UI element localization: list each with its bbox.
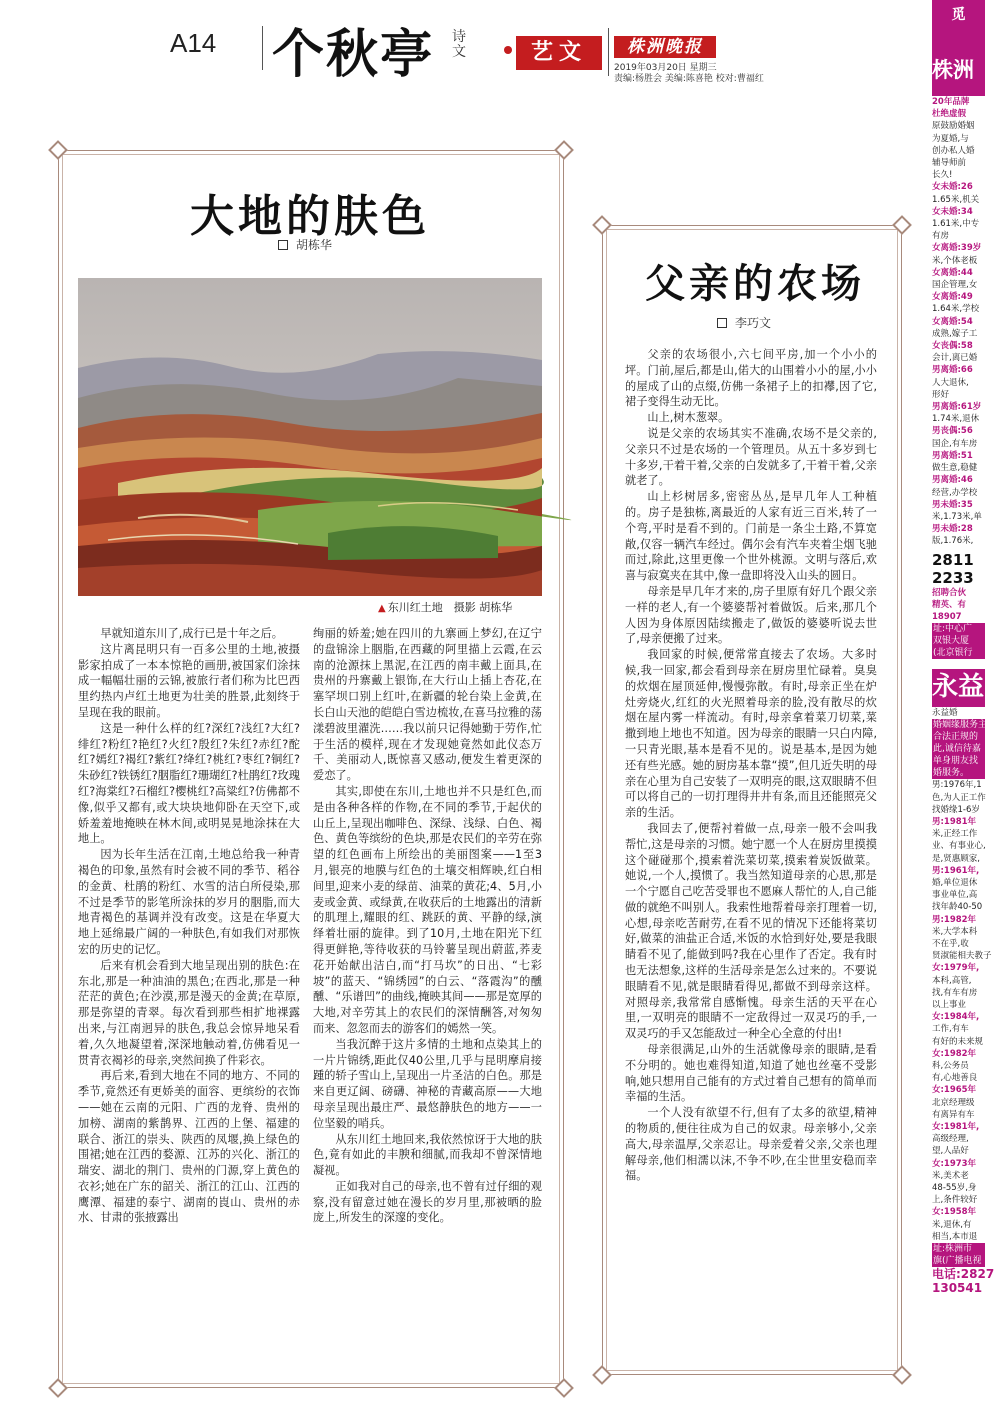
article2-paragraph: 母亲很满足,山外的生活就像母亲的眼睛,是看不分明的。她也难得知道,知道了她也丝毫不受影响,她只想用自己能有的方式过着自己想有的简单而幸福的生活。 [625,1043,877,1104]
paper-logo: 株洲晚报 [614,36,716,58]
article1-paragraph: 这是一种什么样的红?深红?浅红?大红?绯红?粉红?艳红?火红?殷红?朱红?赤红?酡红?嫣红?褐红?紫红?绛红?桃红?枣红?铜红?朱砂红?铁锈红?胭脂红?珊瑚红?杜鹃红?玫瑰红?海棠红?石榴红?樱桃红?高粱红?仿佛都不像,似乎又都有,或大块块地仰卧在天空下,或娇羞羞地掩映在林木间,或明晃晃地涂抹在大地上。 [78,721,300,846]
ad-line: 高级经理, [932,1134,969,1145]
ad-line: 合法正规的 [932,731,985,743]
photo-caption [378,599,512,615]
article2-paragraph: 母亲是早几年才来的,房子里原有好几个跟父亲一样的老人,有一个婆婆帮衬着做饭。后来,那几个人因为身体原因陆续搬走了,做饭的婆婆听说去世了,母亲便搬了过来。 [625,584,877,646]
article1-paragraph: 从东川红土地回来,我依然惊讶于大地的肤色,竟有如此的丰腴和细腻,而我却不曾深情地凝视。 [313,1132,542,1178]
ad-line: 女:1981年, [932,1122,980,1133]
ad-line: 有离异有车 [932,1109,975,1120]
ad-line: 男:1961年, [932,865,980,876]
ad-line: 女离婚:49 [932,292,973,303]
ad-line: 女离婚:39岁 [932,243,982,254]
ad-line: 工作,有车 [932,1024,969,1035]
ad-line: 男未婚:28 [932,524,973,535]
ad-line: 版,1.76米, [932,536,974,547]
red-dot [504,46,512,54]
article2-paragraph: 父亲的农场很小,六七间平房,加一个小小的坪。门前,屋后,都是山,偌大的山围着小小的屋,小小的屋成了山的点缀,仿佛一条裙子上的扣襻,因了它,裙子变得生动无比。 [625,348,877,409]
article1-paragraph-continued: 绚丽的娇羞;她在四川的九寨画上梦幻,在辽宁的盘锦涂上胭脂,在西藏的阿里描上云霞,在云南的沧源抹上黑泥,在江西的南丰戴上面具,在贵州的丹寨戴上银饰,在大行山上插上杏花,在塞罕坝口别上红叶,在新疆的轮台染上金黄,在长白山天池的皑皑白雪边梳妆,在喜马拉雅的荡漾碧波里濯洗……我以前只记得她勤于劳作,忙于生活的模样,现在才发现她竟然如此仪态万千、美丽动人,既惊喜又感动,便发生着更深的爱恋了。 [313,627,542,783]
ad-line: 业、有事业心, [932,841,986,852]
article2-paragraph: 一个人没有欲望不行,但有了太多的欲望,精神的物质的,便往往成为自己的奴隶。母亲够小,父亲高大,母亲温厚,父亲忍让。母亲爱着父亲,父亲也理解母亲,他们相濡以沫,不争不吵,在尘世里安稳而幸福。 [625,1106,877,1183]
ad-line: 形好 [932,389,950,400]
ad-bar-line: (北京银行 [932,647,985,659]
ad-lines-upper [932,96,985,548]
ad-line: 女:1958年 [932,1207,977,1218]
ad-line: 女未婚:26 [932,182,973,193]
article1-paragraph: 这片离昆明只有一百多公里的土地,被摄影家拍成了一本本惊艳的画册,被国家们涂抹成一幅幅壮丽的云锦,被旅行者们称为比巴西里约热内卢红土地更为壮美的胜景,此刻终于呈现在我的眼前。 [78,642,300,719]
ad-line: 男离婚:46 [932,475,973,486]
ad-line: 创办私人婚 [932,145,975,156]
ad-line: 长久! [932,170,953,181]
editors-line: 责编:杨胜会 美编:陈喜艳 校对:曹福红 [614,74,764,84]
ad-line: 国企,有车房 [932,438,978,449]
ad-line: 有房 [932,231,950,242]
ad-line: 以上事业 [932,999,967,1010]
article1-paragraph: 正如我对自己的母亲,也不曾有过仔细的观察,没有留意过她在漫长的岁月里,那被晒的脸庞上,所发生的深邃的变化。 [313,1179,542,1225]
ad-line: 1.74米,退休 [932,414,980,425]
ad-header-top: 觅 [951,7,966,23]
ad-line: 相当,本市退 [932,1231,978,1242]
ad-line: 男离婚:66 [932,365,973,376]
ad-line: 精英、有 [932,599,967,610]
article2-title: 父亲的农场 [645,260,865,307]
red-earth-landscape-image [78,278,542,596]
ad-header [932,0,985,96]
ad-tel-2: 130541 [932,1281,983,1296]
ad-line: 女:1979年, [932,963,980,974]
ad-line: 有,心地善良 [932,1073,978,1084]
article1-paragraph: 再后来,看到大地在不同的地方、不同的季节,竟然还有更娇美的面容、更缤纷的衣饰——她在云南的元阳、广西的龙脊、贵州的加榜、湖南的紫鹊界、江西的上堡、福建的联合、浙江的崇头、陕西的凤堰,换上绿色的围裙;她在江西的婺源、江苏的兴化、浙江的瑞安、湖北的荆门、贵州的门源,穿上黄色的衣衫;她在广东的韶关、浙江的江山、江西的鹰潭、福建的泰宁、湖南的崀山、贵州的赤水、甘肃的张掖露出 [78,1069,300,1225]
ad-header-city: 株洲 [932,58,974,82]
ad-line: 此,诚信待嘉 [932,743,985,755]
ad-address-2: 旗(广播电视 [932,1255,985,1267]
article2-paragraph: 我回去了,便帮衬着做一点,母亲一般不会叫我帮忙,这是母亲的习惯。她宁愿一个人在厨房里摸摸这个碰碰那个,摸索着洗菜切菜,摸索着炭饭做菜。她说,一个人,摸惯了。我当然知道母亲的心思,那是一个宁愿自己吃苦受罪也不愿麻人帮忙的人,自己能做的就绝不叫别人。我索性地帮着母亲打理着一切,心想,母亲吃苦耐劳,在看不见的情况下还能将菜切好,做菜的油盐正合适,米饭的水恰到好处,要是我眼睛看不见了,能做到吗?我在心里作了否定。我有时也无法想象,这样的生活母亲是怎么过来的。不要说眼睛看不见,就是眼睛看得见,都做不到母亲这样。对照母亲,我常常自感惭愧。母亲生活的天平在心里,一双明亮的眼睛不一定敌得过一双灵巧的手,一双灵巧的手又怎能敌过一种全心全意的付出! [625,821,877,1041]
ad-line: 为夏婚,与 [932,133,969,144]
byline-box-icon [278,240,288,250]
ad-line: 1.64米,学校 [932,304,980,315]
ad-line: 18907 [932,611,962,622]
ad-line: 科,公务员 [932,1061,969,1071]
ad-line: 辅导师前 [932,158,967,169]
ad-line: 男:1981年 [932,816,977,827]
article1-paragraph: 后来有机会看到大地呈现出别的肤色:在东北,那是一种油油的黑色;在西北,那是一种茫茫的黄色;在沙漠,那是漫天的金黄;在草原,那是弥望的青翠。每次看到那些相扩地裸露出来,与江南迥异的肤色,我总会惊异地呆看着,久久地凝望着,深深地触动着,仿佛看见一贯青衣褐衫的母亲,突然间换了件彩衣。 [78,958,300,1067]
article1-title: 大地的肤色 [190,191,430,242]
section-tag: 艺文 [516,36,602,70]
article2-paragraph: 山上,树木葱翠。 [647,411,730,425]
ad-line: 望,人品好 [932,1146,969,1157]
ad-line: 米,正经工作 [932,829,978,840]
ad-line: 成熟,嫁子工 [932,328,978,339]
ad-line: 米,个体老板 [932,255,978,266]
article2-paragraph: 说是父亲的农场其实不准确,农场不是父亲的,父亲只不过是农场的一个管理员。从五十多岁到七十多岁,干着干着,父亲的白发就多了,干着干着,父亲就老了。 [625,426,877,488]
byline-box-icon [717,318,727,328]
ad-line: 做生意,稳健 [932,463,978,474]
article1-photo [78,278,542,596]
article2-byline [717,314,771,331]
ad-line: 本科,高管, [932,975,972,986]
ad-line: 找婚缘1-6岁 [932,804,980,815]
ad-line: 婚,单位退休 [932,877,978,888]
ad-line: 男离婚:51 [932,450,973,461]
ad-line: 女未婚:34 [932,206,973,217]
ad-line: 北京经理级 [932,1097,975,1108]
ad-line: 女离婚:44 [932,267,973,278]
ad-line: 女:1982年 [932,1048,977,1059]
ad-phone-2: 2233 [932,568,974,587]
ad-line: 男丧偶:56 [932,426,973,437]
ad-line: 1.61米,中专 [932,219,980,230]
issue-date: 2019年03月20日 星期三 [614,63,717,73]
article1-byline [278,236,332,253]
ad-lines-middle [932,587,985,624]
ad-line: 女离婚:54 [932,316,973,327]
masthead-divider [262,26,263,70]
ad-line: 米,退休,有 [932,1219,972,1230]
caption-triangle-icon: ▲ [378,603,386,614]
ad-line: 48-55岁,身 [932,1183,977,1194]
ad-line: 女:1984年, [932,1012,980,1023]
ad-line: 原鼓励婚姻 [932,121,975,132]
article2-author: 李巧文 [735,316,772,330]
ad-bar-line: 址:中心广 [932,623,985,635]
page-number: A14 [170,28,217,58]
ad-bar-line: 双银大厦 [932,635,985,647]
ad-line: 男:1982年 [932,914,977,925]
ad-line: 单身朋友找 [932,755,985,767]
ad-line: 上,条件较好 [932,1195,978,1206]
ad-line: 米,美术老 [932,1170,969,1181]
ad-address-1: 址:株洲市 [932,1243,985,1255]
ad-line: 贤淑能相夫教子 [932,951,992,962]
ad-line: 米,大学本科 [932,926,978,937]
article2-paragraph: 山上杉树居多,密密丛丛,是早几年人工种植的。房子是独栋,离最近的人家有近三百米,转了一个弯,平时是看不到的。门前是一条尘土路,不算宽敞,仅容一辆汽车经过。偶尔会有汽车夹着尘烟飞驰而过,除此,这里更像一个世外桃源。文明与落后,欢喜与寂寞夹在其中,像一盘即将没入山头的圆日。 [625,490,877,583]
ad-lines-lower [932,707,992,1243]
ad-address-bars [932,623,985,659]
ad-brand: 永益 [932,669,985,707]
article1-author: 胡栋华 [296,238,333,252]
ad-line: 女:1965年 [932,1085,977,1096]
column-name: 个秋亭 [272,24,435,85]
ad-line: 男未婚:35 [932,499,973,510]
ad-line: 婚姻缘服务主 [933,720,988,731]
ad-line: 女丧偶:58 [932,341,973,352]
ad-line: 事业单位,高 [932,890,978,901]
classified-ad-strip [932,0,994,1409]
ad-line: 会计,离已婚 [932,353,978,364]
article2-body [625,347,877,1184]
article1-paragraph: 当我沉醉于这片多情的土地和点染其上的一片片锦绣,距此仅40公里,几乎与昆明摩肩接踵的轿子雪山上,呈现出一片圣洁的白色。那是来自更辽阔、磅礴、神秘的青藏高原——大地母亲呈现出最庄严、最悠静肤色的地方——一位坚毅的哨兵。 [313,1037,542,1130]
column-sub-mark: 诗文 [452,29,466,60]
article1-paragraph: 因为长年生活在江南,土地总给我一种青褐色的印象,虽然有时会被不同的季节、稻谷的金黄、杜鹃的粉红、水雪的洁白所侵染,那不过是季节的影笔所涂抹的岁月的胭脂,而大地青褐色的基调并没有改变。这是在华夏大地上延绵最广阔的一种肤色,有如我们对那恢宏的历史的记忆。 [78,848,300,956]
ad-line: 男离婚:61岁 [932,402,982,413]
ad-line: 女:1973年 [932,1158,977,1169]
ad-line: 20年品牌 [932,97,970,107]
ad-line: 不在乎,收 [932,938,969,949]
ad-line: 男:1976年,1 [932,780,982,791]
article1-paragraph: 早就知道东川了,成行已是十年之后。 [100,627,283,640]
ad-line: 招聘合伙 [932,587,967,598]
ad-line: 婚服务。 [932,767,985,779]
ad-line: 是,贤惠顾家, [932,853,980,864]
ad-tel-1: 电话:2827 [932,1267,994,1282]
photo-caption-text: 东川红土地 摄影 胡栋华 [387,601,513,614]
article1-column-1 [78,626,300,1226]
ad-line: 永益婚 [932,708,958,719]
ad-line: 1.65米,机关 [932,194,980,205]
ad-line: 有好的未来规 [932,1036,984,1047]
ad-line: 国企管理,女 [932,280,978,291]
ad-line: 色,为人正工作 [932,792,986,803]
ad-line: 杜绝虚假 [932,109,967,120]
ad-line: 人大退休, [932,377,969,388]
article1-column-2 [313,626,542,1226]
masthead-divider-2 [608,28,609,76]
article2-paragraph: 我回家的时候,便常常直接去了农场。大多时候,我一回家,都会看到母亲在厨房里忙碌着。臭臭的炊烟在屋顶延伸,慢慢弥散。有时,母亲正坐在炉灶旁烧火,红红的火光照着母亲的脸,没有散尽的炊烟在屋内雾一样流动。有时,母亲拿着菜刀切菜,菜撒到地上地也不知道。因为母亲的眼睛一只白内障,一只青光眼,基本是看不见的。说是基本,是因为她还有些光感。她的厨房基本靠“摸”,但几近失明的母亲在心里为自己安装了一双明亮的眼,这双眼睛不但可以将自己的一切打理得井井有条,而且还能照亮父亲的生活。 [625,648,877,820]
ad-line: 米,1.73米,单 [932,511,982,522]
ad-line: 找,有车有房 [932,987,978,998]
ad-line: 找年龄40-50 [932,902,983,913]
article1-paragraph: 其实,即使在东川,土地也并不只是红色,而是由各种各样的作物,在不同的季节,于起伏的山丘上,呈现出咖啡色、深绿、浅绿、白色、褐色、黄色等缤纷的色块,那是农民们的辛劳在弥望的红色画布上所绘出的美丽图案——1至3月,银亮的地膜与红色的土壤交相辉映,红白相间里,迎来小麦的绿苗、油菜的黄花;4、5月,小麦或金黄、或绿黄,在收获后的土地露出的清新的肌理上,耀眼的红、跳跃的黄、平静的绿,演绎着壮丽的旋律。到了10月,土地在阳光下红得更鲜艳,等待收获的马铃薯呈现出蔚蓝,荞麦花开始献出洁白,而“打马坎”的日出、“七彩坡”的蓝天、“锦绣园”的白云、“落霞沟”的醺醺、“乐谱凹”的曲线,掩映其间——那是宽厚的大地,对辛劳其上的农民们的深情酬答,对匆匆而来、忽忽而去的游客们的嫣然一笑。 [313,784,542,1035]
masthead [0,0,930,100]
ad-line: 经营,办学校 [932,487,978,498]
ad-phone-1: 2811 [932,550,974,569]
